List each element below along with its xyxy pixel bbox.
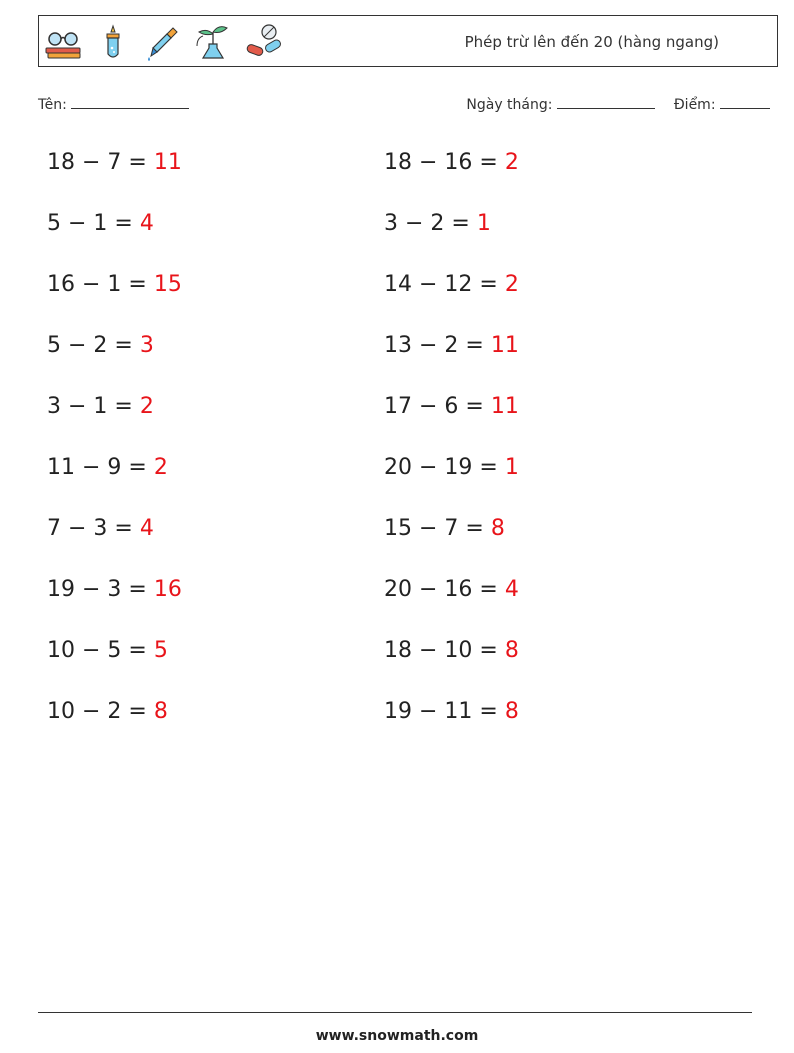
problem-left-10 bbox=[47, 697, 168, 727]
problem-question: 20 − 16 = bbox=[384, 577, 505, 602]
problem-answer: 4 bbox=[139, 211, 154, 236]
problem-answer: 11 bbox=[490, 394, 519, 419]
problem-left-7 bbox=[47, 514, 154, 544]
worksheet-title: Phép trừ lên đến 20 (hàng ngang) bbox=[464, 33, 719, 51]
problem-left-6 bbox=[47, 453, 168, 483]
problem-question: 5 − 1 = bbox=[47, 211, 140, 236]
problem-answer: 5 bbox=[153, 638, 168, 663]
problem-answer: 4 bbox=[139, 516, 154, 541]
date-score-fields bbox=[466, 94, 770, 113]
problem-question: 19 − 3 = bbox=[47, 577, 154, 602]
glasses-on-books-icon bbox=[43, 22, 83, 62]
problem-question: 3 − 1 = bbox=[47, 394, 140, 419]
problem-question: 18 − 16 = bbox=[384, 150, 505, 175]
score-label: Điểm: bbox=[673, 97, 716, 113]
problem-answer: 16 bbox=[153, 577, 182, 602]
problem-question: 14 − 12 = bbox=[384, 272, 505, 297]
problem-answer: 11 bbox=[153, 150, 182, 175]
problem-right-6 bbox=[384, 453, 519, 483]
name-field bbox=[38, 94, 189, 113]
header-icons bbox=[43, 21, 283, 63]
problem-left-2 bbox=[47, 209, 154, 239]
dropper-icon bbox=[143, 22, 183, 62]
problem-question: 17 − 6 = bbox=[384, 394, 491, 419]
problem-answer: 1 bbox=[504, 455, 519, 480]
problem-left-1 bbox=[47, 148, 182, 178]
problem-question: 13 − 2 = bbox=[384, 333, 491, 358]
name-label: Tên: bbox=[38, 97, 67, 113]
problem-left-5 bbox=[47, 392, 154, 422]
problem-right-2 bbox=[384, 209, 491, 239]
problem-question: 18 − 10 = bbox=[384, 638, 505, 663]
problem-answer: 8 bbox=[504, 638, 519, 663]
date-label: Ngày tháng: bbox=[466, 97, 553, 113]
problem-right-4 bbox=[384, 331, 519, 361]
problem-answer: 2 bbox=[153, 455, 168, 480]
footer-url: www.snowmath.com bbox=[315, 1028, 479, 1044]
problem-answer: 8 bbox=[153, 699, 168, 724]
problem-answer: 2 bbox=[139, 394, 154, 419]
problem-answer: 11 bbox=[490, 333, 519, 358]
problem-left-8 bbox=[47, 575, 182, 605]
pills-icon bbox=[243, 22, 283, 62]
problem-question: 3 − 2 = bbox=[384, 211, 477, 236]
test-tube-icon bbox=[93, 22, 133, 62]
problem-left-3 bbox=[47, 270, 182, 300]
problem-question: 7 − 3 = bbox=[47, 516, 140, 541]
problem-answer: 8 bbox=[504, 699, 519, 724]
student-info-row bbox=[38, 94, 778, 116]
problem-answer: 2 bbox=[504, 272, 519, 297]
problem-question: 15 − 7 = bbox=[384, 516, 491, 541]
problem-question: 18 − 7 = bbox=[47, 150, 154, 175]
problem-question: 10 − 5 = bbox=[47, 638, 154, 663]
date-blank bbox=[557, 94, 655, 109]
problem-right-10 bbox=[384, 697, 519, 727]
worksheet-header bbox=[38, 15, 778, 67]
problem-right-7 bbox=[384, 514, 505, 544]
problem-right-3 bbox=[384, 270, 519, 300]
problem-left-9 bbox=[47, 636, 168, 666]
problem-question: 11 − 9 = bbox=[47, 455, 154, 480]
problem-question: 16 − 1 = bbox=[47, 272, 154, 297]
problem-question: 10 − 2 = bbox=[47, 699, 154, 724]
problem-question: 20 − 19 = bbox=[384, 455, 505, 480]
plant-flask-icon bbox=[193, 22, 233, 62]
problem-answer: 4 bbox=[504, 577, 519, 602]
footer-divider bbox=[38, 1012, 752, 1013]
problem-right-9 bbox=[384, 636, 519, 666]
problem-right-5 bbox=[384, 392, 519, 422]
problem-right-1 bbox=[384, 148, 519, 178]
name-blank bbox=[71, 94, 189, 109]
problem-right-8 bbox=[384, 575, 519, 605]
problem-answer: 2 bbox=[504, 150, 519, 175]
problem-answer: 3 bbox=[139, 333, 154, 358]
problem-answer: 15 bbox=[153, 272, 182, 297]
problem-question: 5 − 2 = bbox=[47, 333, 140, 358]
problem-answer: 1 bbox=[476, 211, 491, 236]
problem-question: 19 − 11 = bbox=[384, 699, 505, 724]
problem-left-4 bbox=[47, 331, 154, 361]
score-blank bbox=[720, 94, 770, 109]
problem-answer: 8 bbox=[490, 516, 505, 541]
